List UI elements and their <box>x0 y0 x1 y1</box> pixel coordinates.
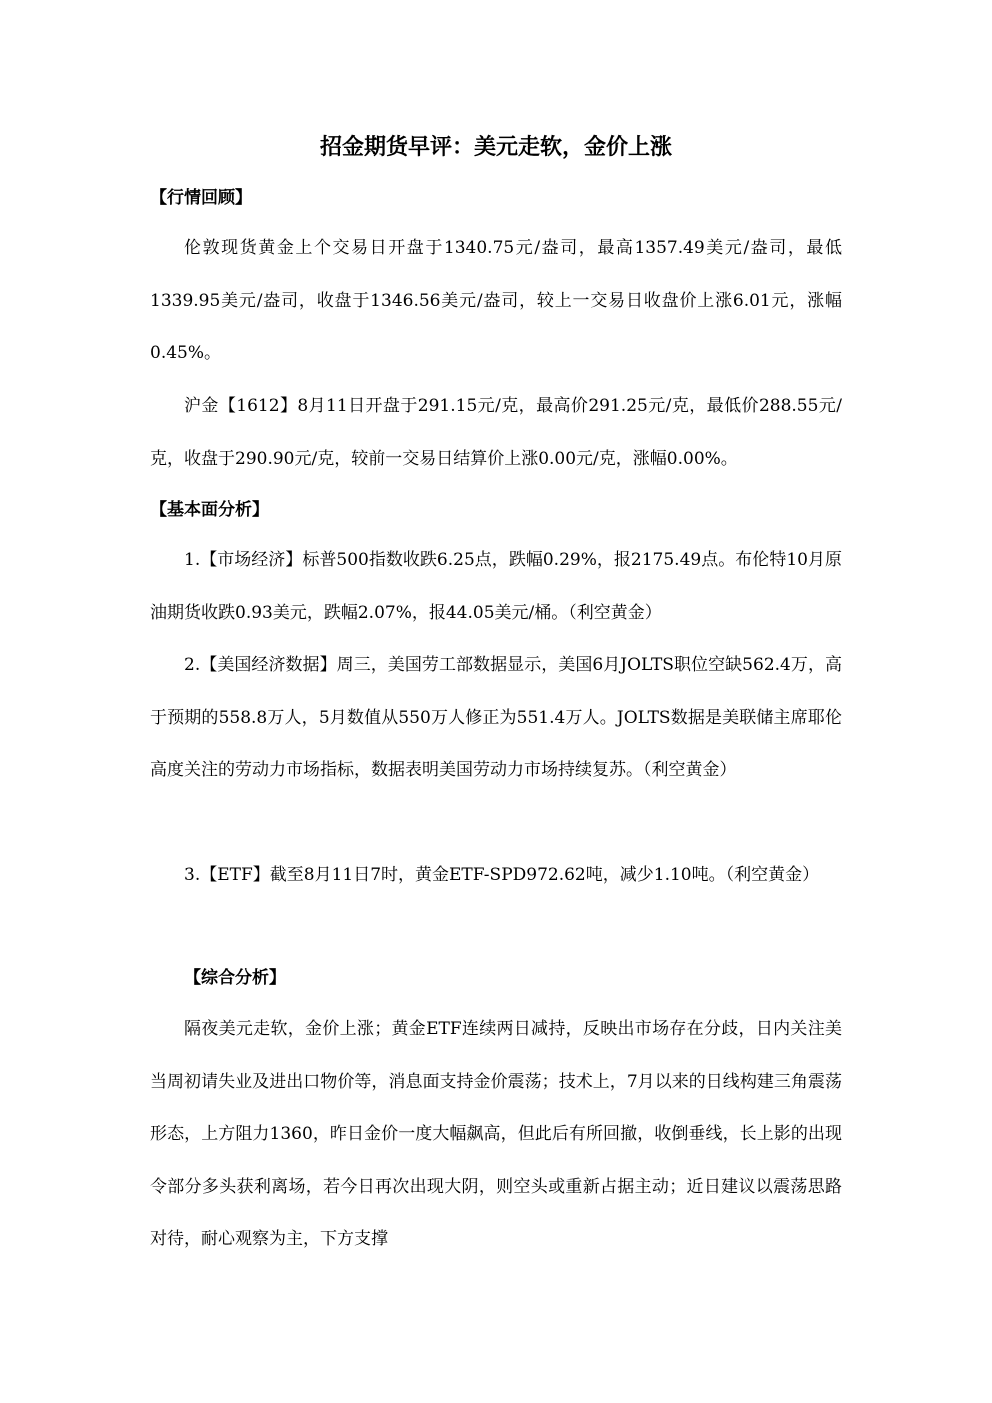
paragraph-comprehensive-analysis: 隔夜美元走软，金价上涨；黄金ETF连续两日减持，反映出市场存在分歧，日内关注美当周初请失业及进出口物价等，消息面支持金价震荡；技术上，7月以来的日线构建三角震荡形态，上方阻力1360，昨日金价一度大幅飙高，但此后有所回撤，收倒垂线，长上影的出现令部分多头获利离场，若今日再次出现大阴，则空头或重新占据主动；近日建议以震荡思路对待，耐心观察为主，下方支撑 <box>150 1019 842 1249</box>
list-item-market-economy: 1.【市场经济】标普500指数收跌6.25点，跌幅0.29%，报2175.49点。布伦特10月原油期货收跌0.93美元，跌幅2.07%，报44.05美元/桶。（利空黄金） <box>150 550 842 623</box>
paragraph-london-gold: 伦敦现货黄金上个交易日开盘于1340.75元/盎司，最高1357.49美元/盎司，最低1339.95美元/盎司，收盘于1346.56美元/盎司，较上一交易日收盘价上涨6.01元，涨幅0.45%。 <box>150 238 842 363</box>
list-item-us-economic-data: 2.【美国经济数据】周三，美国劳工部数据显示，美国6月JOLTS职位空缺562.4万，高于预期的558.8万人，5月数值从550万人修正为551.4万人。JOLTS数据是美联储主席耶伦高度关注的劳动力市场指标，数据表明美国劳动力市场持续复苏。（利空黄金） <box>150 655 842 780</box>
document-title: 招金期货早评：美元走软，金价上涨 <box>319 135 672 160</box>
heading-fundamental-analysis: 【基本面分析】 <box>150 500 269 520</box>
paragraph-shanghai-gold: 沪金【1612】8月11日开盘于291.15元/克，最高价291.25元/克，最低价288.55元/克，收盘于290.90元/克，较前一交易日结算价上涨0.00元/克，涨幅0.00%。 <box>150 396 842 469</box>
list-item-etf: 3.【ETF】截至8月11日7时，黄金ETF-SPD972.62吨，减少1.10吨。（利空黄金） <box>184 865 820 885</box>
heading-comprehensive-analysis: 【综合分析】 <box>184 968 286 988</box>
heading-market-review: 【行情回顾】 <box>150 188 252 208</box>
